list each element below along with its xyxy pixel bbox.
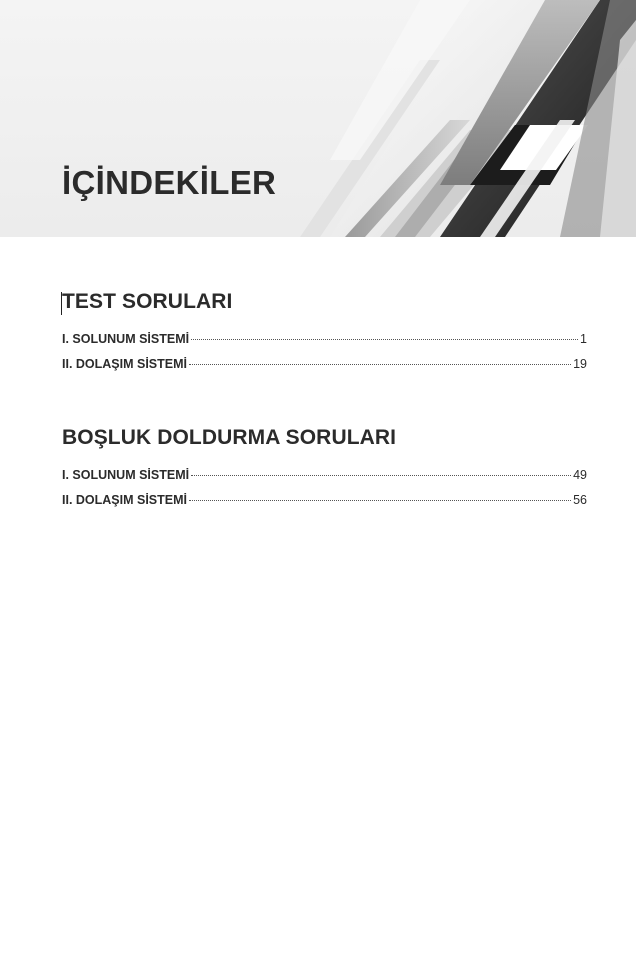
toc-page-number: 1 (580, 332, 587, 346)
toc-entry-solunum[interactable] (62, 467, 587, 492)
toc-page-number: 19 (573, 357, 587, 371)
section-bosluk-doldurma-sorulari (62, 425, 587, 517)
toc-entry-solunum[interactable] (62, 331, 587, 356)
toc-entry-dolasim[interactable] (62, 356, 587, 381)
toc-leader-dots (189, 500, 571, 501)
header-banner (0, 0, 636, 237)
toc-page-number: 49 (573, 468, 587, 482)
toc-entry-dolasim[interactable] (62, 492, 587, 517)
toc-entry-label: I. SOLUNUM SİSTEMİ (62, 468, 190, 482)
section-heading: BOŞLUK DOLDURMA SORULARI (62, 426, 397, 449)
section-heading: TEST SORULARI (62, 290, 233, 313)
toc-leader-dots (191, 475, 571, 476)
toc-leader-dots (189, 364, 571, 365)
section-test-sorulari (62, 289, 587, 381)
toc-entry-label: II. DOLAŞIM SİSTEMİ (62, 357, 188, 371)
page-title: İÇİNDEKİLER (62, 164, 277, 201)
toc-entry-label: II. DOLAŞIM SİSTEMİ (62, 493, 188, 507)
toc-page-number: 56 (573, 493, 587, 507)
toc-entry-label: I. SOLUNUM SİSTEMİ (62, 332, 190, 346)
toc-leader-dots (191, 339, 578, 340)
text-cursor (61, 292, 62, 315)
